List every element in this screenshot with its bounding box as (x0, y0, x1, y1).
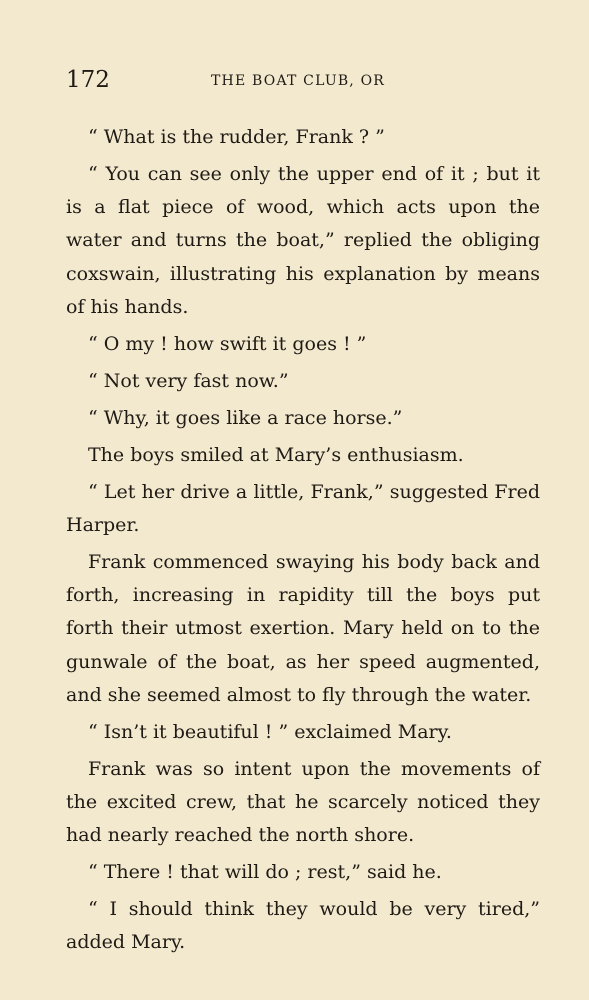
paragraph-5: “ Why, it goes like a race horse.” (88, 406, 403, 429)
paragraph-12: “ I should think they would be very tired,” added Mary. (66, 898, 540, 954)
paragraph-8: Frank commenced swaying his body back and forth, increasing in rapidity till the boys put forth their utmost exertion. Mary held on to the gunwale of the boat, as her speed augmented, and she seemed almost to fly through the water. (66, 550, 540, 706)
paragraph-7: “ Let her drive a little, Frank,” suggested Fred Harper. (66, 480, 540, 536)
paragraph-11: “ There ! that will do ; rest,” said he. (88, 861, 442, 884)
paragraph-4: “ Not very fast now.” (88, 369, 289, 392)
paragraph-2: “ You can see only the upper end of it ; but it is a flat piece of wood, which acts upon the water and turns the boat,” replied the obliging coxswain, illustrating his explanation by means of his hands. (66, 162, 540, 319)
body-text (66, 121, 540, 960)
paragraph-3: “ O my ! how swift it goes ! ” (88, 332, 367, 355)
paragraph-1: “ What is the rudder, Frank ? ” (88, 126, 385, 148)
page-header (66, 68, 540, 98)
paragraph-9: “ Isn’t it beautiful ! ” exclaimed Mary. (88, 720, 452, 743)
page-number: 172 (66, 67, 110, 93)
paragraph-10: Frank was so intent upon the movements of the excited crew, that he scarcely noticed they had nearly reached the north shore. (66, 757, 540, 847)
running-head: THE BOAT CLUB, OR (211, 73, 386, 89)
paragraph-6: The boys smiled at Mary’s enthusiasm. (88, 443, 464, 466)
